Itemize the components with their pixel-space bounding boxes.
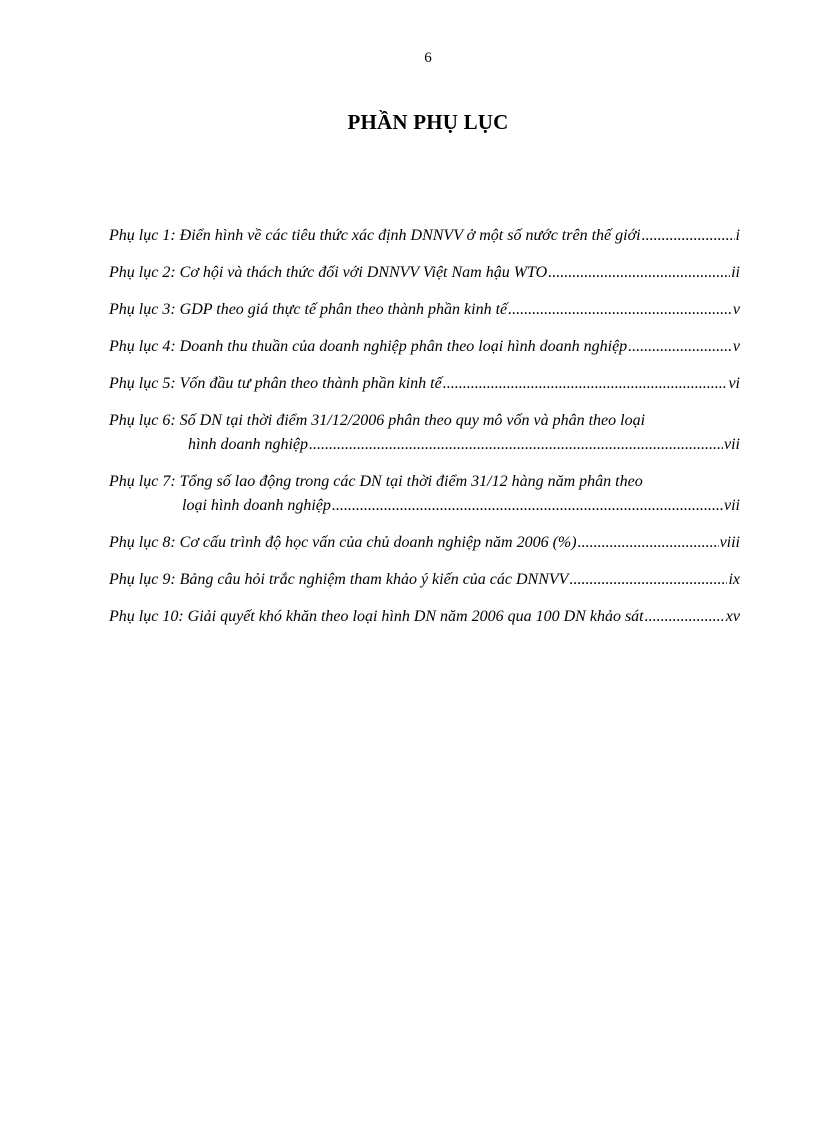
toc-page-number: xv — [725, 608, 740, 625]
toc-entry-text-continued: hình doanh nghiệp — [188, 436, 308, 453]
toc-entry-text: Phụ lục 2: Cơ hội và thách thức đối với DNNVV Việt Nam hậu WTO — [109, 264, 548, 281]
toc-dot-leader — [309, 433, 723, 457]
toc-entry-7[interactable] — [109, 470, 740, 518]
toc-entry-text: Phụ lục 4: Doanh thu thuần của doanh nghiệp phân theo loại hình doanh nghiệp — [109, 338, 628, 355]
toc-dot-leader — [645, 605, 725, 629]
toc-entry-6[interactable] — [109, 409, 740, 457]
toc-dot-leader — [578, 531, 719, 555]
toc-entry-text: Phụ lục 7: Tổng số lao động trong các DN tại thời điểm 31/12 hàng năm phân theo — [109, 473, 643, 490]
toc-entry-text: Phụ lục 8: Cơ cấu trình độ học vấn của chủ doanh nghiệp năm 2006 (%) — [109, 534, 577, 551]
page-title: PHẦN PHỤ LỤC — [347, 110, 509, 134]
toc-page-number: vii — [724, 436, 740, 453]
toc-page-number: ix — [728, 571, 740, 588]
toc-dot-leader — [642, 224, 735, 248]
toc-dot-leader — [569, 568, 727, 592]
toc-dot-leader — [508, 298, 732, 322]
toc-page-number: viii — [719, 534, 740, 551]
toc-entry-5[interactable] — [109, 372, 740, 396]
toc-entry-text: Phụ lục 3: GDP theo giá thực tế phân theo thành phần kinh tế — [109, 301, 508, 318]
toc-page-number: v — [732, 338, 740, 355]
toc-entry-4[interactable] — [109, 335, 740, 359]
toc-entry-1[interactable] — [109, 224, 740, 248]
toc-entry-text: Phụ lục 10: Giải quyết khó khăn theo loại hình DN năm 2006 qua 100 DN khảo sát — [109, 608, 644, 625]
toc-page-number: i — [735, 227, 740, 244]
toc-entry-2[interactable] — [109, 261, 740, 285]
toc-entry-3[interactable] — [109, 298, 740, 322]
toc-entry-text: Phụ lục 5: Vốn đầu tư phân theo thành phần kinh tế — [109, 375, 442, 392]
table-of-contents — [109, 224, 740, 642]
page-number: 6 — [424, 50, 432, 66]
toc-page-number: v — [732, 301, 740, 318]
toc-dot-leader — [443, 372, 728, 396]
toc-page-number: vi — [728, 375, 740, 392]
toc-page-number: ii — [731, 264, 740, 281]
toc-dot-leader — [332, 494, 723, 518]
toc-dot-leader — [548, 261, 730, 285]
toc-entry-10[interactable] — [109, 605, 740, 629]
toc-page-number: vii — [724, 497, 740, 514]
toc-entry-text: Phụ lục 1: Điển hình về các tiêu thức xác định DNNVV ở một số nước trên thế giới — [109, 227, 641, 244]
toc-entry-text: Phụ lục 6: Số DN tại thời điểm 31/12/2006 phân theo quy mô vốn và phân theo loại — [109, 412, 646, 429]
toc-entry-8[interactable] — [109, 531, 740, 555]
toc-entry-text-continued: loại hình doanh nghiệp — [182, 497, 331, 514]
toc-entry-text: Phụ lục 9: Bảng câu hỏi trắc nghiệm tham khảo ý kiến của các DNNVV — [109, 571, 569, 588]
toc-dot-leader — [628, 335, 732, 359]
toc-entry-9[interactable] — [109, 568, 740, 592]
